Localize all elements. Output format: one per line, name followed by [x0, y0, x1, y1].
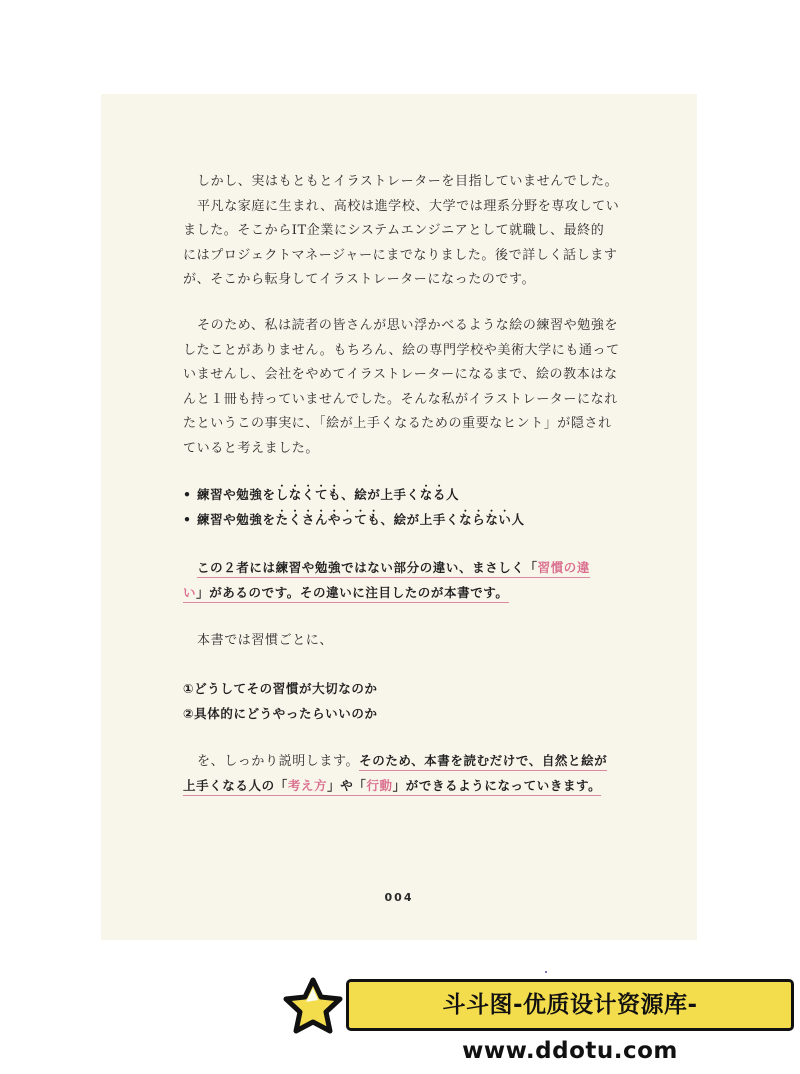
bullet-text: 、絵が上手く — [380, 511, 460, 527]
text-line: 本書では習慣ごとに、 — [197, 633, 334, 648]
text-line: そのため、私は読者の皆さんが思い浮かべるような絵の練習や勉強を — [197, 318, 619, 333]
stray-dot — [545, 971, 547, 973]
emphasis-dots: ・ な・ る — [420, 487, 446, 502]
watermark-text: 斗斗图-优质设计资源库-www.ddotu.com — [442, 992, 698, 1064]
text-line — [183, 581, 605, 606]
text-line: しかし、実はもともとイラストレーターを目指していませんでした。 — [197, 174, 619, 189]
text-line: 平凡な家庭に生まれ、高校は進学校、大学では理系分野を専攻してい — [197, 198, 620, 214]
star-icon — [280, 976, 346, 1036]
numbered-item: ①どうしてその習慣が大切なのか — [183, 681, 378, 696]
paragraph-2 — [183, 314, 620, 461]
pink-highlight: 習慣の違 — [537, 560, 591, 575]
underlined-text: この２者には練習や勉強ではない部分の違い、まさしく「習慣の違 — [197, 560, 590, 578]
underlined-text: 上手くなる人の「考え方」や「行動」ができるようになっていきます。 — [183, 778, 601, 796]
pink-highlight: 行動 — [366, 777, 393, 793]
emphasis-dots: ・ し・ な・ く・ て・ も — [276, 487, 342, 502]
text-line: にはプロジェクトマネージャーにまでなりました。後で詳しく話します — [183, 247, 618, 263]
text-line: ました。そこからIT企業にシステムエンジニアとして就職し、最終的 — [183, 223, 605, 238]
page-number: 004 — [384, 891, 414, 904]
book-page — [101, 94, 697, 940]
text-line: たというこの事実に、「絵が上手くなるための重要なヒント」が隠され — [183, 416, 612, 431]
highlight-paragraph — [183, 556, 605, 605]
bullet-icon: • — [183, 511, 192, 527]
underlined-text: そのため、本書を読むだけで、自然と絵が — [359, 753, 607, 771]
text-line: いませんし、会社をやめてイラストレーターになるまで、絵の教本はな — [183, 367, 618, 382]
underlined-text: い」があるのです。その違いに注目したのが本書です。 — [183, 585, 509, 603]
emphasis-dots: ・ な・ ら・ な・ い — [459, 512, 511, 527]
watermark-banner — [346, 979, 794, 1064]
pink-highlight: 考え方 — [287, 777, 328, 793]
text-line: ていると考えました。 — [183, 440, 320, 456]
text-line: を、しっかり説明します。そのため、本書を読むだけで、自然と絵が — [197, 753, 608, 769]
text-line: したことがありません。もちろん、絵の専門学校や美術大学にも通って — [183, 342, 620, 358]
bullet-text: 練習や勉強を — [197, 511, 276, 527]
closing-paragraph — [183, 749, 608, 798]
bullet-item — [183, 508, 605, 533]
text-line — [183, 556, 605, 581]
numbered-list — [183, 677, 605, 726]
bullet-text: 人 — [445, 487, 460, 502]
emphasis-dots: ・ た・ く・ さ・ ん・ や・ っ・ て・ も — [276, 512, 381, 527]
bullet-text: 練習や勉強を — [197, 487, 276, 502]
paragraph-3 — [183, 629, 605, 654]
paragraph-1 — [183, 170, 620, 293]
text-line: が、そこから転身してイラストレーターになったのです。 — [183, 272, 536, 287]
bullet-icon: • — [183, 487, 192, 502]
pink-highlight: い — [183, 584, 197, 600]
bullet-text: 、絵が上手く — [341, 487, 420, 502]
text-line: んと１冊も持っていませんでした。そんな私がイラストレーターになれ — [183, 391, 618, 407]
text-line — [183, 774, 605, 799]
bullet-text: 人 — [511, 511, 525, 527]
bullet-list — [183, 483, 605, 532]
numbered-item: ②具体的にどうやったらいいのか — [183, 705, 378, 721]
bullet-item — [183, 483, 605, 508]
